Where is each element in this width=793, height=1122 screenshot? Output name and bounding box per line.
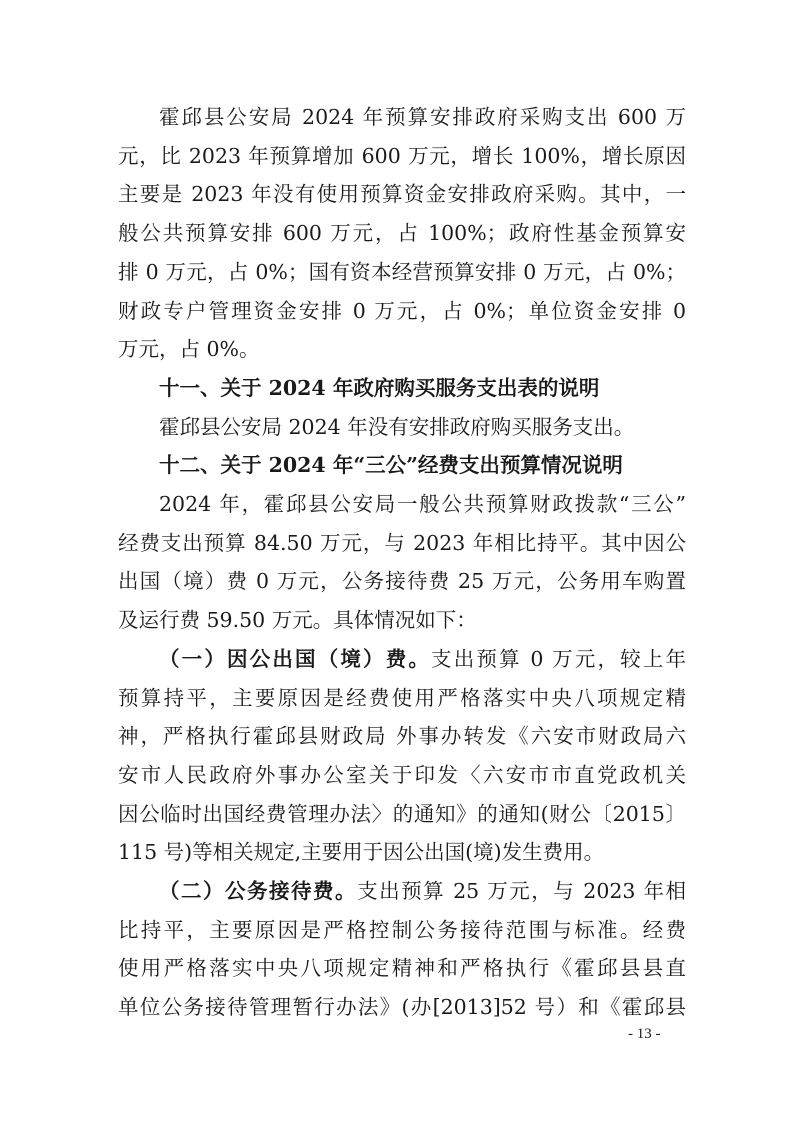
subsection-lead: （一）因公出国（境）费。 xyxy=(159,646,432,671)
subsection-lead: （二）公务接待费。 xyxy=(159,879,358,904)
paragraph-line: 主要是 2023 年没有使用预算资金安排政府采购。其中，一 xyxy=(118,182,686,207)
paragraph-line: 元，比 2023 年预算增加 600 万元，增长 100%，增长原因 xyxy=(118,143,686,168)
paragraph-line: 财政专户管理资金安排 0 万元，占 0%；单位资金安排 0 xyxy=(118,298,686,323)
paragraph-line: 霍邱县公安局 2024 年预算安排政府采购支出 600 万 xyxy=(159,105,686,129)
paragraph-line: 单位公务接待管理暂行办法》(办[2013]52 号）和《霍邱县 xyxy=(118,995,686,1020)
paragraph-line: 安市人民政府外事办公室关于印发〈六安市市直党政机关 xyxy=(118,762,686,787)
paragraph-line: 霍邱县公安局 2024 年没有安排政府购买服务支出。 xyxy=(159,414,635,439)
paragraph-line: 比持平，主要原因是严格控制公务接待范围与标准。经费 xyxy=(118,917,686,942)
paragraph-line: 出国（境）费 0 万元，公务接待费 25 万元，公务用车购置 xyxy=(118,569,686,594)
paragraph-line: 预算持平，主要原因是经费使用严格落实中央八项规定精 xyxy=(118,685,686,710)
section-heading: 十二、关于 2024 年“三公”经费支出预算情况说明 xyxy=(159,453,623,478)
paragraph-line: 万元，占 0%。 xyxy=(118,337,260,362)
section-heading: 十一、关于 2024 年政府购买服务支出表的说明 xyxy=(159,375,600,400)
document-body xyxy=(118,98,686,1027)
paragraph-line xyxy=(118,640,686,679)
page-number: - 13 - xyxy=(628,1026,661,1042)
paragraph-line: 2024 年，霍邱县公安局一般公共预算财政拨款“三公” xyxy=(159,492,686,517)
paragraph-text: 支出预算 25 万元，与 2023 年相 xyxy=(357,879,687,904)
paragraph-line: 使用严格落实中央八项规定精神和严格执行《霍邱县县直 xyxy=(118,956,686,981)
paragraph-line: 般公共预算安排 600 万元，占 100%；政府性基金预算安 xyxy=(118,221,686,246)
paragraph-line: 排 0 万元，占 0%；国有资本经营预算安排 0 万元，占 0%； xyxy=(118,259,686,284)
paragraph-line: 115 号)等相关规定,主要用于因公出国(境)发生费用。 xyxy=(118,840,605,865)
paragraph-line: 及运行费 59.50 万元。具体情况如下： xyxy=(118,608,477,633)
paragraph-line: 经费支出预算 84.50 万元，与 2023 年相比持平。其中因公 xyxy=(118,530,686,555)
paragraph-line: 因公临时出国经费管理办法〉的通知》的通知(财公〔2015〕 xyxy=(118,801,686,826)
paragraph-text: 支出预算 0 万元，较上年 xyxy=(431,646,686,671)
paragraph-line: 神，严格执行霍邱县财政局 外事办转发《六安市财政局六 xyxy=(118,724,686,749)
paragraph-line xyxy=(118,872,686,911)
